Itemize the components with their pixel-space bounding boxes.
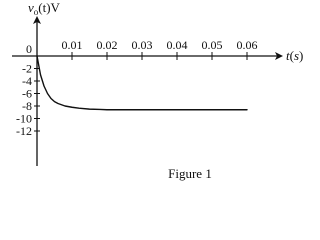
curve-layer <box>37 56 247 110</box>
x-axis-label-paren-open: ( <box>289 48 294 63</box>
y-tick-label: -12 <box>16 124 32 138</box>
figure-caption: Figure 1 <box>168 166 212 181</box>
x-tick-label: 0.04 <box>166 38 188 52</box>
y-tick-label: -8 <box>22 99 32 113</box>
x-axis-label-paren-close: ) <box>299 48 304 63</box>
y-tick-label: 0 <box>26 42 32 56</box>
x-tick-label: 0.02 <box>96 38 118 52</box>
series-line-0 <box>37 56 247 110</box>
y-axis-label-v: v <box>28 0 34 15</box>
y-tick-label: -10 <box>16 111 32 126</box>
y-axis-label <box>28 0 61 17</box>
x-axis-label-t: t <box>286 48 290 63</box>
labels <box>16 0 303 181</box>
y-tick-label: -4 <box>22 74 32 88</box>
y-tick-label: -6 <box>22 86 32 101</box>
y-axis-label-sub: o <box>33 7 39 17</box>
x-tick-label: 0.06 <box>236 38 258 52</box>
y-tick-label: -2 <box>22 61 32 76</box>
x-tick-label: 0.01 <box>61 38 83 52</box>
x-tick-label: 0.05 <box>201 38 223 52</box>
x-axis-label <box>286 48 303 63</box>
x-axis-label-s: s <box>293 48 300 63</box>
x-tick-label: 0.03 <box>131 38 153 52</box>
y-axis-label-rest: (t)V <box>38 0 60 15</box>
